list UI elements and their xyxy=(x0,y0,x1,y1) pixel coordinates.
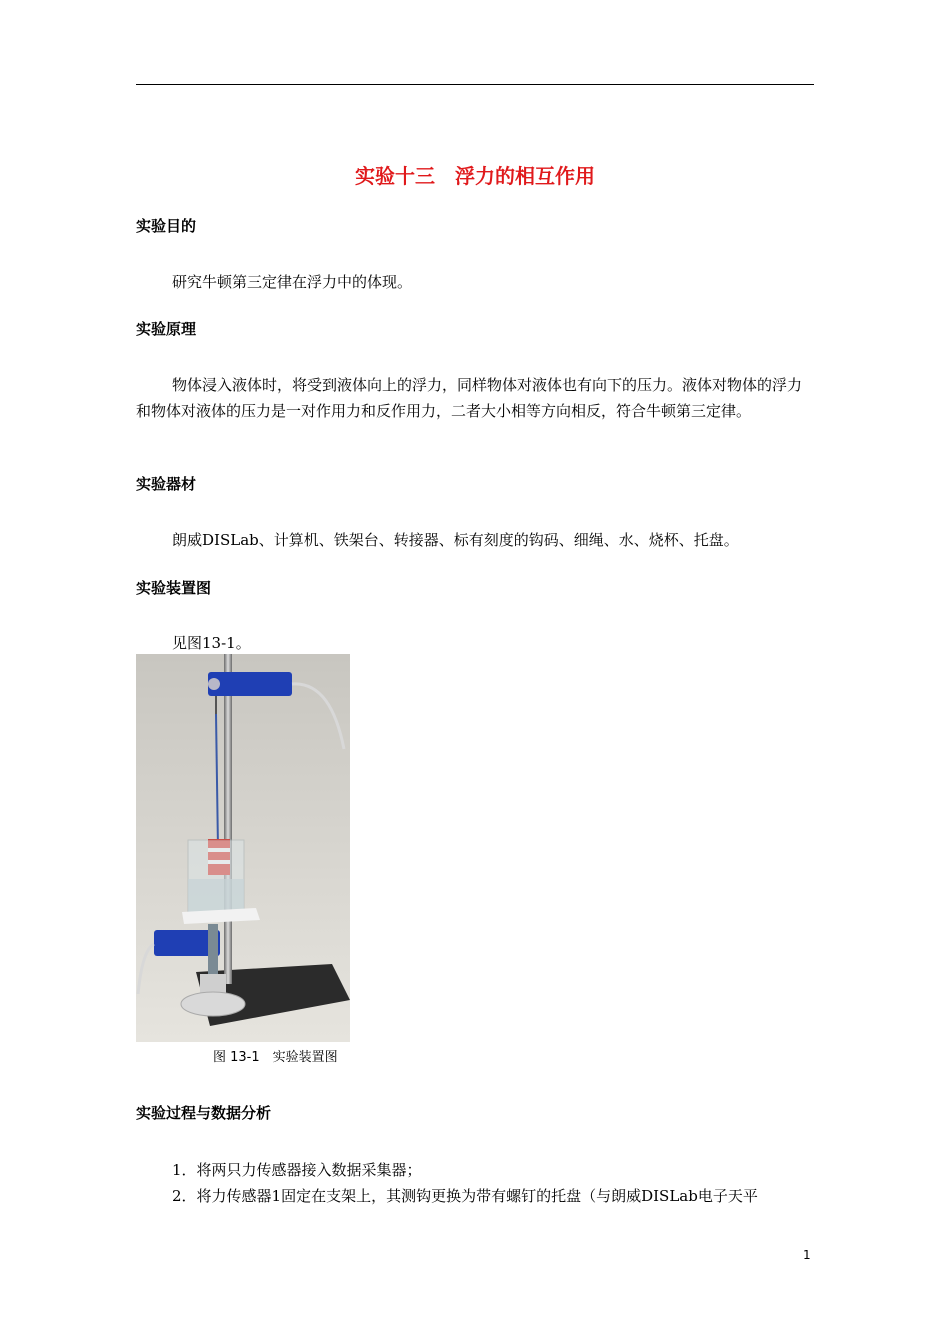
apparatus-figure xyxy=(136,654,350,1042)
procedure-step-2: 2．将力传感器1固定在支架上，其测钩更换为带有螺钉的托盘（与朗威DISLab电子天平 xyxy=(172,1187,758,1205)
materials-text: 朗威DISLab、计算机、铁架台、转接器、标有刻度的钩码、细绳、水、烧杯、托盘。 xyxy=(172,531,739,549)
section-heading-procedure: 实验过程与数据分析 xyxy=(136,1104,272,1122)
figure-caption: 图 13-1 实验装置图 xyxy=(213,1050,338,1065)
procedure-step-1: 1．将两只力传感器接入数据采集器； xyxy=(172,1161,422,1179)
section-heading-principle: 实验原理 xyxy=(136,320,197,338)
purpose-text: 研究牛顿第三定律在浮力中的体现。 xyxy=(172,273,413,291)
header-rule xyxy=(136,84,814,85)
page-number: 1 xyxy=(803,1248,811,1262)
setup-text: 见图13-1。 xyxy=(172,634,251,652)
page-title: 实验十三 浮力的相互作用 xyxy=(355,164,595,188)
section-heading-setup: 实验装置图 xyxy=(136,579,212,597)
section-heading-purpose: 实验目的 xyxy=(136,217,197,235)
principle-text: 物体浸入液体时，将受到液体向上的浮力，同样物体对液体也有向下的压力。液体对物体的浮力和物体对液体的压力是一对作用力和反作用力，二者大小相等方向相反，符合牛顿第三定律。 xyxy=(136,376,803,420)
section-heading-materials: 实验器材 xyxy=(136,475,197,493)
